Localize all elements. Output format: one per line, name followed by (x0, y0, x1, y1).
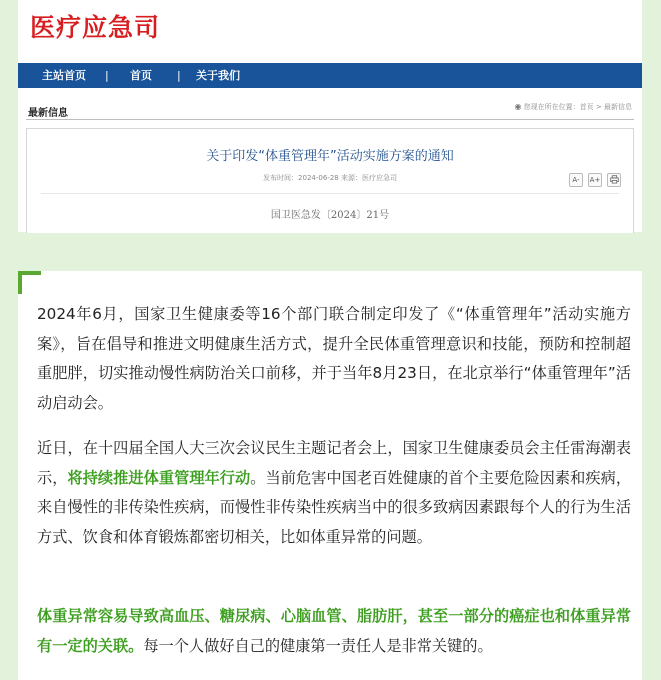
main-nav (18, 63, 642, 88)
corner-decoration (18, 271, 41, 294)
nav-item-home[interactable]: 首页 (130, 69, 152, 82)
paragraph-2-text-a: 近日，在十四届全国人大三次会议民生主题记者会上，国家卫生健康委员会主任雷海潮表示， (37, 439, 631, 487)
paragraph-3-highlight: 体重异常容易导致高血压、糖尿病、心脑血管、脂肪肝，甚至一部分的癌症也和体重异常有一定的关联。 (37, 607, 631, 655)
paragraph-2-highlight: 将持续推进体重管理年行动 (67, 468, 251, 487)
website-screenshot (18, 0, 642, 232)
breadcrumb-text: 您现在所在位置：首页 > 最新信息 (523, 103, 632, 111)
nav-item-about-us[interactable]: 关于我们 (196, 69, 240, 82)
breadcrumb (514, 102, 632, 112)
paragraph-1: 2024年6月，国家卫生健康委等16个部门联合制定印发了《“体重管理年”活动实施方案》，旨在倡导和推进文明健康生活方式，提升全民体重管理意识和技能，预防和控制超重肥胖，切实推动慢性病防治关口前移，并于当年8月23日，在北京举行“体重管理年”活动启动会。 (37, 305, 631, 412)
article-meta: 发布时间：2024-06-28 来源：医疗应急司 (263, 174, 397, 182)
nav-separator: | (177, 69, 181, 82)
paragraph-2 (37, 434, 631, 552)
meta-divider (41, 193, 619, 194)
section-label: 最新信息 (28, 108, 68, 119)
site-title: 医疗应急司 (30, 13, 161, 42)
article-title: 关于印发“体重管理年”活动实施方案的通知 (206, 149, 454, 164)
font-larger-button[interactable]: A+ (588, 173, 602, 187)
nav-separator: | (105, 69, 109, 82)
print-icon (610, 175, 619, 184)
paragraph-2-text-b: 。当前危害中国老百姓健康的首个主要危险因素和疾病，来自慢性的非传染性疾病，而慢性非传染性疾病当中的很多致病因素跟每个人的行为生活方式、饮食和体育锻炼都密切相关，比如体重异常的问题。 (37, 468, 632, 546)
print-button[interactable] (607, 173, 621, 187)
font-smaller-button[interactable]: A- (569, 173, 583, 187)
section-divider (26, 119, 634, 120)
paragraph-3 (37, 602, 631, 661)
nav-item-main-site-home[interactable]: 主站首页 (42, 69, 86, 82)
paragraph-3-text-b: 每一个人做好自己的健康第一责任人是非常关键的。 (143, 636, 493, 655)
article-panel (26, 128, 634, 233)
article-body (18, 271, 642, 680)
location-pin-icon: ◉ (514, 102, 522, 111)
document-number: 国卫医急发〔2024〕21号 (270, 210, 390, 221)
